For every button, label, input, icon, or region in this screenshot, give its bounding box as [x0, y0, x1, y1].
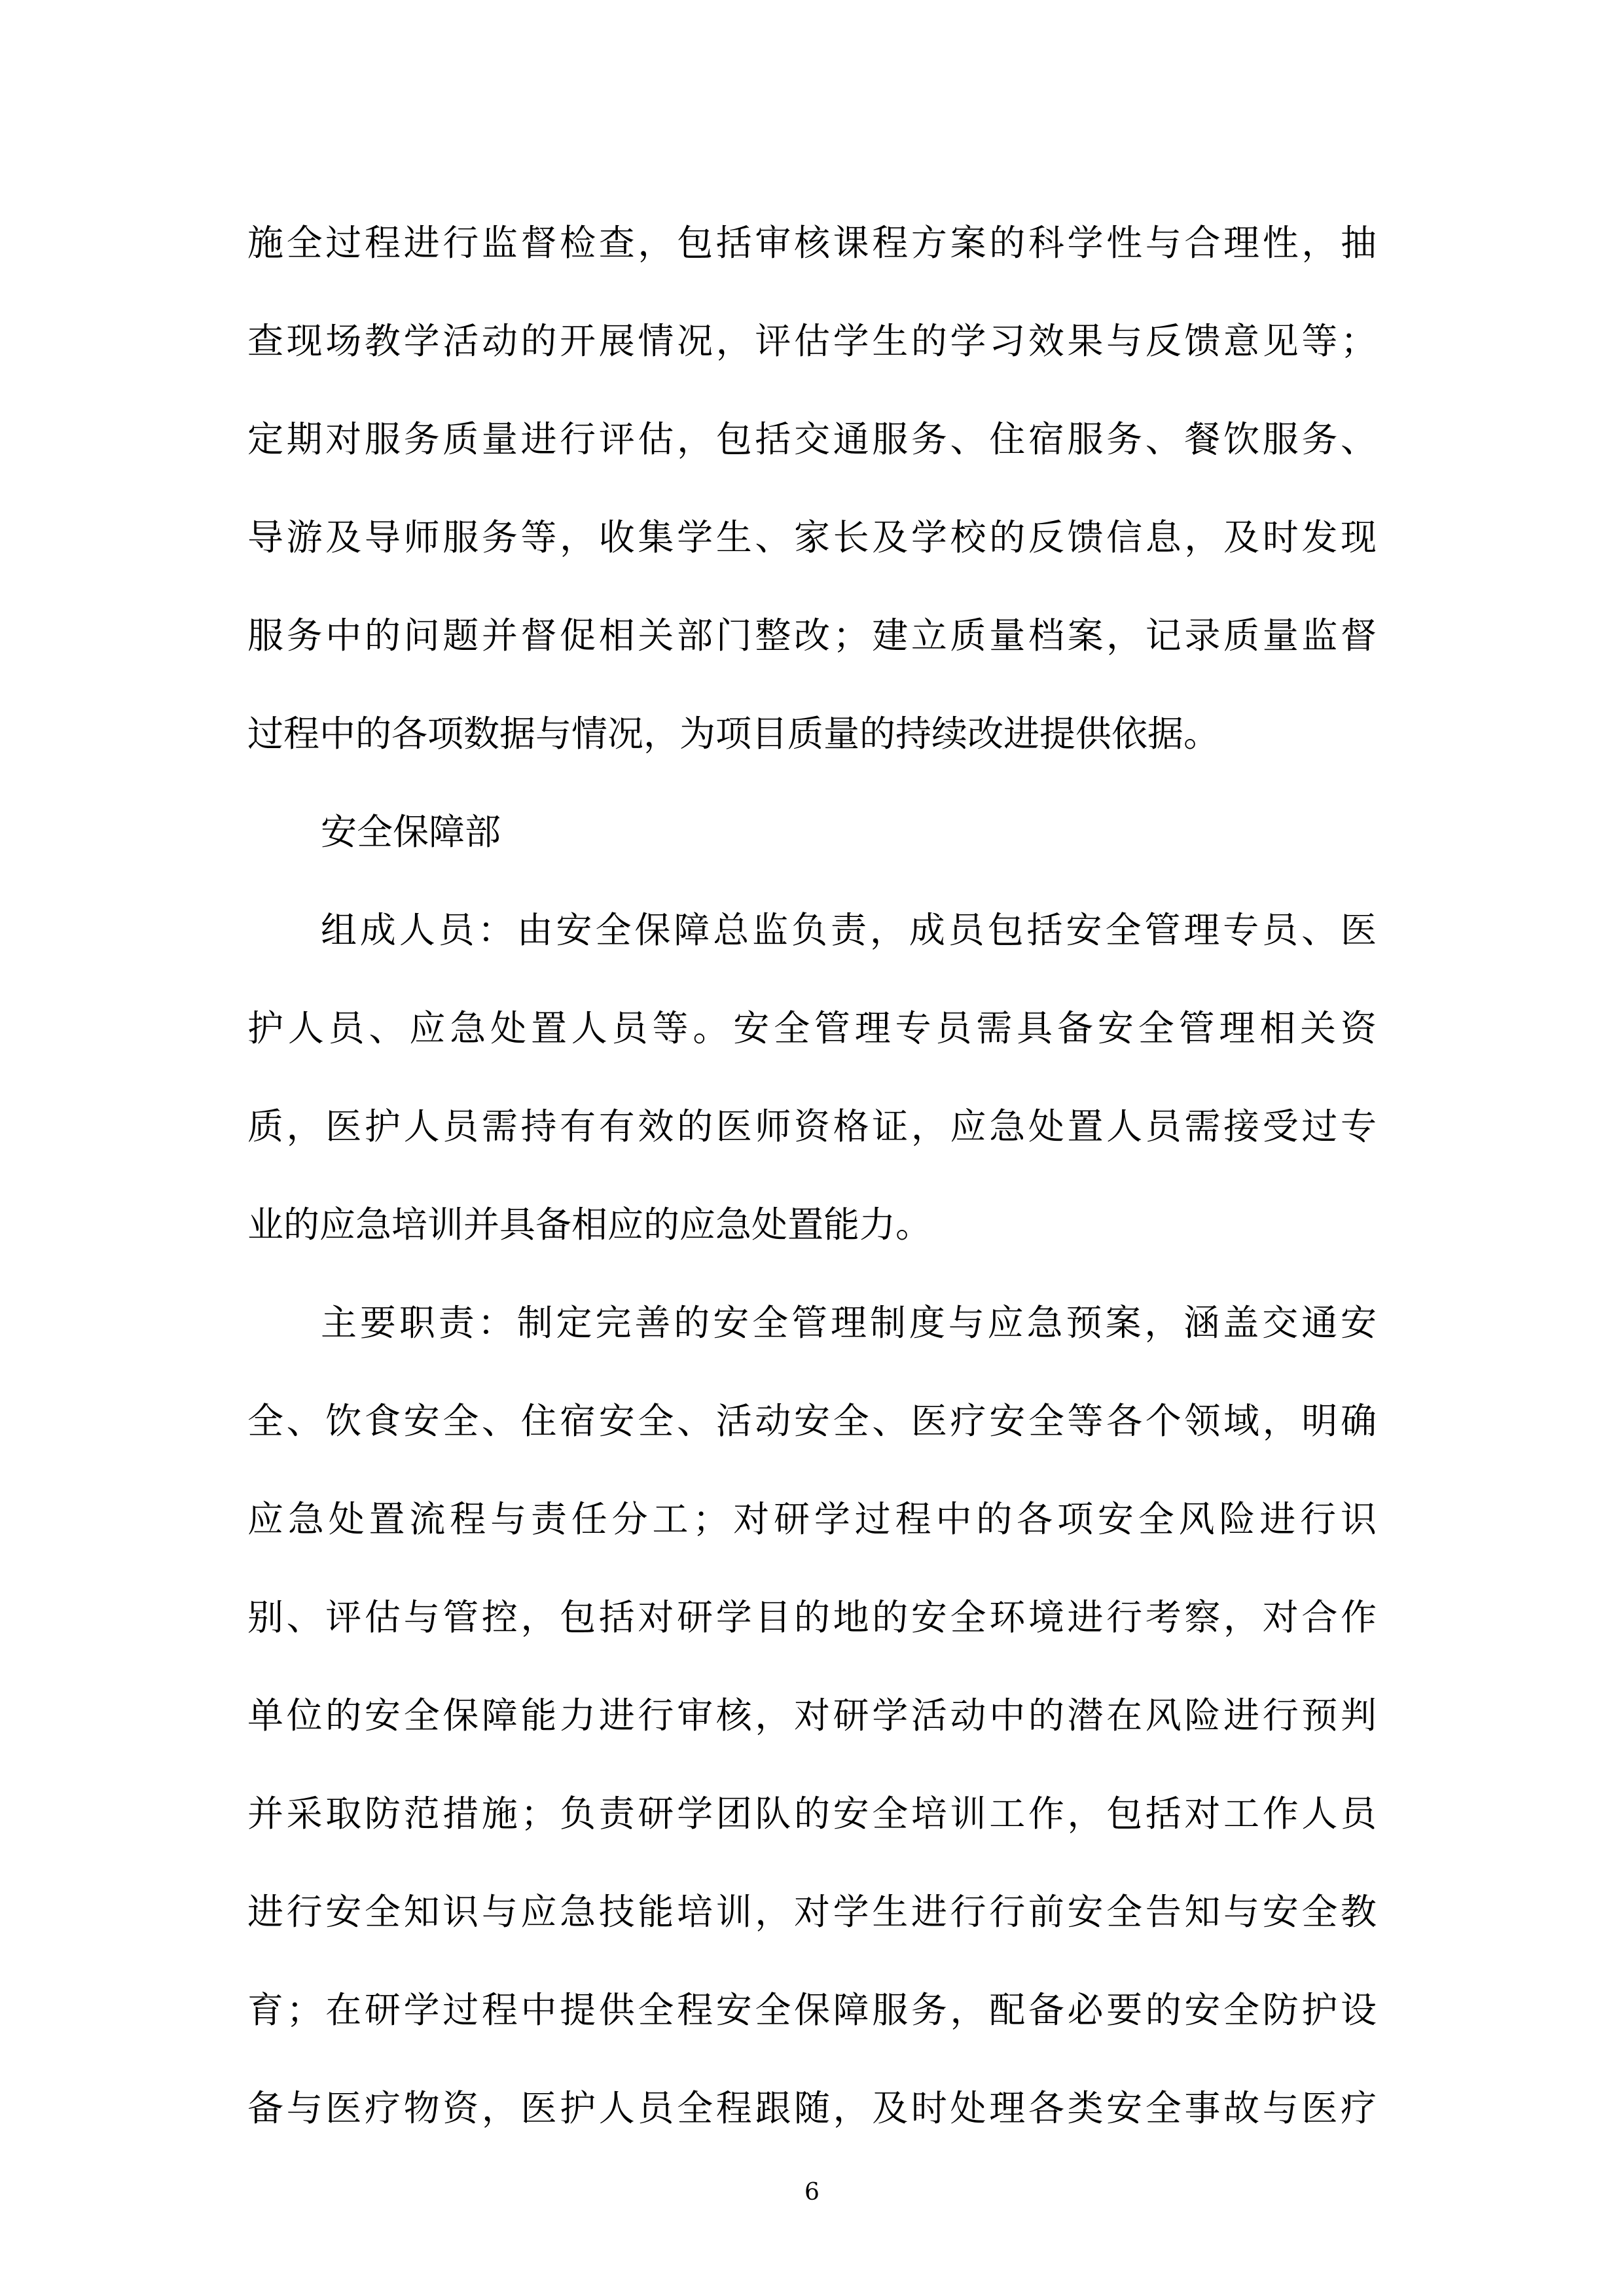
paragraph-line: 进行安全知识与应急技能培训，对学生进行行前安全告知与安全教: [247, 1891, 1377, 1933]
paragraph-line: 导游及导师服务等，收集学生、家长及学校的反馈信息，及时发现: [247, 516, 1377, 558]
paragraph-line: 护人员、应急处置人员等。安全管理专员需具备安全管理相关资: [247, 1007, 1377, 1049]
paragraph-line: 查现场教学活动的开展情况，评估学生的学习效果与反馈意见等；: [247, 320, 1377, 362]
paragraph-line: 组成人员：由安全保障总监负责，成员包括安全管理专员、医: [321, 909, 1377, 951]
paragraph-line: 全、饮食安全、住宿安全、活动安全、医疗安全等各个领域，明确: [247, 1400, 1377, 1442]
paragraph-line: 施全过程进行监督检查，包括审核课程方案的科学性与合理性，抽: [247, 222, 1377, 264]
paragraph-line: 业的应急培训并具备相应的应急处置能力。: [247, 1204, 932, 1246]
paragraph-line: 定期对服务质量进行评估，包括交通服务、住宿服务、餐饮服务、: [247, 418, 1377, 460]
page-number: 6: [804, 2179, 820, 2206]
paragraph-line: 过程中的各项数据与情况，为项目质量的持续改进提供依据。: [247, 713, 1220, 755]
paragraph-line: 单位的安全保障能力进行审核，对研学活动中的潜在风险进行预判: [247, 1695, 1377, 1736]
paragraph-line: 主要职责：制定完善的安全管理制度与应急预案，涵盖交通安: [321, 1302, 1377, 1344]
paragraph-line: 别、评估与管控，包括对研学目的地的安全环境进行考察，对合作: [247, 1596, 1377, 1638]
paragraph-line: 并采取防范措施；负责研学团队的安全培训工作，包括对工作人员: [247, 1793, 1377, 1835]
paragraph-line: 质，医护人员需持有有效的医师资格证，应急处置人员需接受过专: [247, 1105, 1377, 1147]
paragraph-line: 育；在研学过程中提供全程安全保障服务，配备必要的安全防护设: [247, 1989, 1377, 2031]
paragraph-line: 服务中的问题并督促相关部门整改；建立质量档案，记录质量监督: [247, 615, 1377, 656]
paragraph-line: 应急处置流程与责任分工；对研学过程中的各项安全风险进行识: [247, 1498, 1377, 1540]
section-heading: 安全保障部: [321, 811, 501, 853]
paragraph-line: 备与医疗物资，医护人员全程跟随，及时处理各类安全事故与医疗: [247, 2087, 1377, 2129]
